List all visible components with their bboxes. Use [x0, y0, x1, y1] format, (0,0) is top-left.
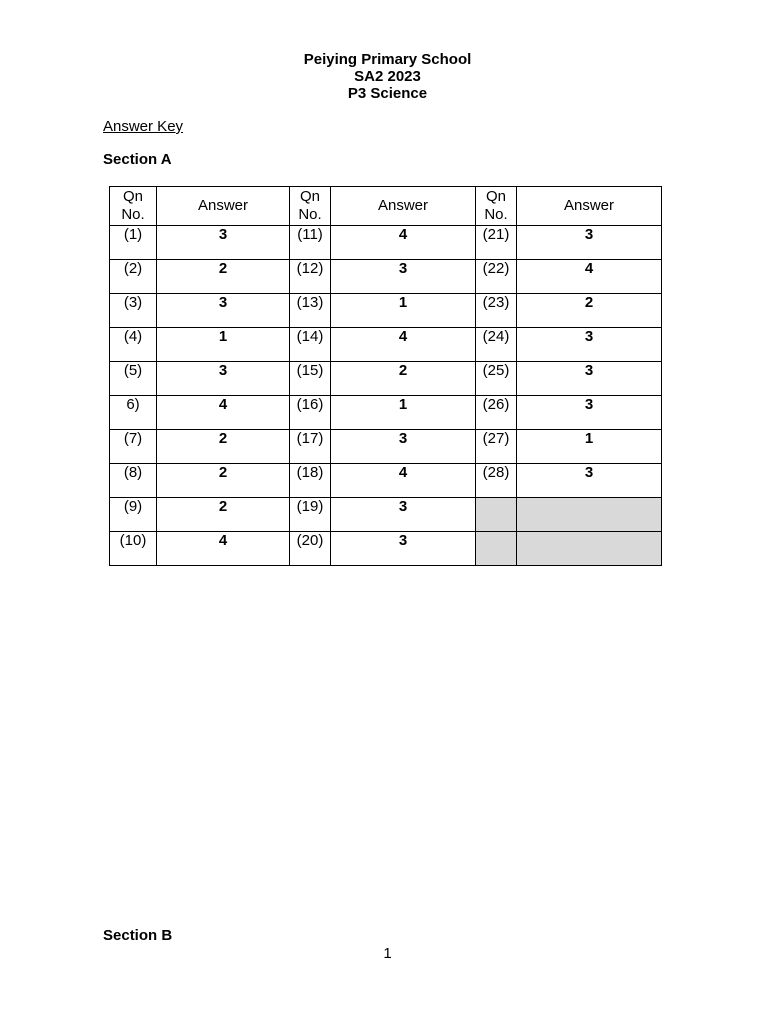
qn-no-header: Qn No.	[476, 187, 517, 226]
question-number-cell: (22)	[476, 260, 517, 294]
question-number-cell: (4)	[110, 328, 157, 362]
answer-table-body	[110, 226, 662, 566]
question-number-cell: (13)	[290, 294, 331, 328]
question-number-cell: (9)	[110, 498, 157, 532]
empty-shaded-cell	[476, 498, 517, 532]
answer-cell: 3	[517, 362, 662, 396]
question-number-cell: (21)	[476, 226, 517, 260]
question-number-cell: (7)	[110, 430, 157, 464]
question-number-cell: (5)	[110, 362, 157, 396]
table-row	[110, 498, 662, 532]
question-number-cell: (12)	[290, 260, 331, 294]
table-row	[110, 430, 662, 464]
answer-cell: 4	[517, 260, 662, 294]
question-number-cell: (16)	[290, 396, 331, 430]
answer-cell: 2	[157, 260, 290, 294]
answer-cell: 2	[157, 498, 290, 532]
answer-cell: 1	[331, 396, 476, 430]
school-name: Peiying Primary School	[303, 51, 472, 68]
section-a-title: Section A	[103, 151, 172, 168]
question-number-cell: (18)	[290, 464, 331, 498]
answer-cell: 3	[517, 396, 662, 430]
answer-cell: 3	[331, 260, 476, 294]
question-number-cell: (14)	[290, 328, 331, 362]
answer-cell: 4	[331, 328, 476, 362]
answer-header: Answer	[517, 187, 662, 226]
question-number-cell: (8)	[110, 464, 157, 498]
section-b-title: Section B	[103, 927, 173, 944]
question-number-cell: (10)	[110, 532, 157, 566]
answer-cell: 2	[157, 464, 290, 498]
table-row	[110, 260, 662, 294]
question-number-cell: (2)	[110, 260, 157, 294]
answer-cell: 1	[157, 328, 290, 362]
answer-cell: 4	[157, 532, 290, 566]
empty-shaded-cell	[517, 532, 662, 566]
answer-key-label: Answer Key	[103, 118, 184, 135]
answer-cell: 3	[517, 464, 662, 498]
question-number-cell: (19)	[290, 498, 331, 532]
answer-cell: 3	[517, 328, 662, 362]
answer-table-header-row	[110, 187, 662, 226]
answer-cell: 3	[157, 226, 290, 260]
empty-shaded-cell	[517, 498, 662, 532]
question-number-cell: (1)	[110, 226, 157, 260]
answer-header: Answer	[331, 187, 476, 226]
answer-cell: 3	[331, 430, 476, 464]
question-number-cell: (28)	[476, 464, 517, 498]
qn-no-header: Qn No.	[290, 187, 331, 226]
answer-cell: 1	[517, 430, 662, 464]
question-number-cell: (26)	[476, 396, 517, 430]
empty-shaded-cell	[476, 532, 517, 566]
question-number-cell: (27)	[476, 430, 517, 464]
answer-cell: 3	[157, 294, 290, 328]
table-row	[110, 532, 662, 566]
answer-cell: 3	[331, 498, 476, 532]
answer-cell: 3	[157, 362, 290, 396]
question-number-cell: (25)	[476, 362, 517, 396]
table-row	[110, 294, 662, 328]
table-row	[110, 464, 662, 498]
document-header	[0, 51, 768, 102]
subject-name: P3 Science	[347, 85, 428, 102]
answer-table	[109, 186, 662, 566]
question-number-cell: (15)	[290, 362, 331, 396]
table-row	[110, 396, 662, 430]
qn-no-header: Qn No.	[110, 187, 157, 226]
answer-cell: 3	[331, 532, 476, 566]
answer-cell: 2	[331, 362, 476, 396]
table-row	[110, 328, 662, 362]
exam-name: SA2 2023	[354, 68, 421, 85]
answer-cell: 4	[157, 396, 290, 430]
question-number-cell: (20)	[290, 532, 331, 566]
answer-cell: 3	[517, 226, 662, 260]
question-number-cell: (3)	[110, 294, 157, 328]
answer-header: Answer	[157, 187, 290, 226]
question-number-cell: 6)	[110, 396, 157, 430]
answer-cell: 2	[157, 430, 290, 464]
answer-cell: 2	[517, 294, 662, 328]
table-row	[110, 226, 662, 260]
answer-cell: 4	[331, 464, 476, 498]
answer-cell: 4	[331, 226, 476, 260]
question-number-cell: (23)	[476, 294, 517, 328]
question-number-cell: (11)	[290, 226, 331, 260]
answer-cell: 1	[331, 294, 476, 328]
page-number: 1	[383, 945, 392, 962]
question-number-cell: (24)	[476, 328, 517, 362]
table-row	[110, 362, 662, 396]
question-number-cell: (17)	[290, 430, 331, 464]
